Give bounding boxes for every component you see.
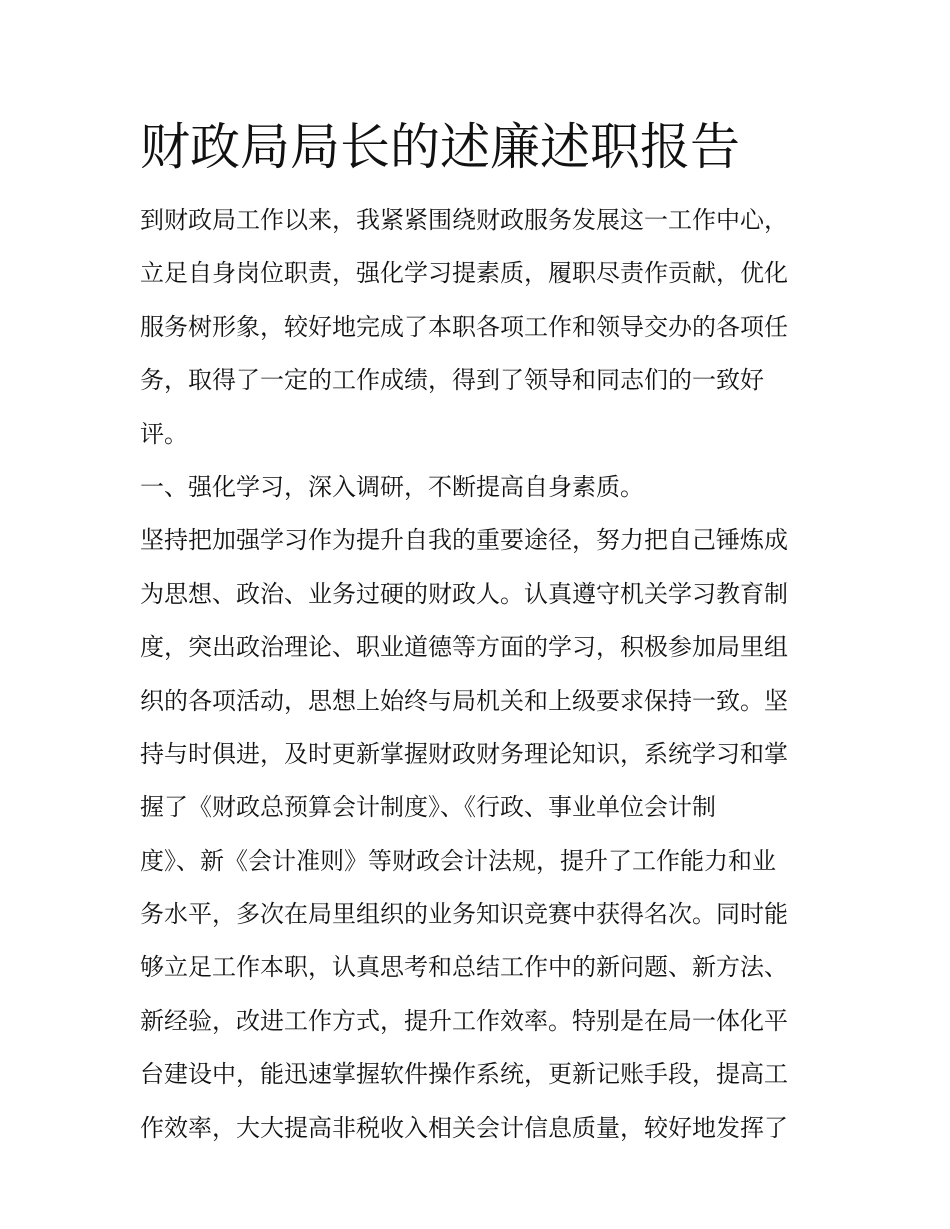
body-line: 持与时俱进，及时更新掌握财政财务理论知识，系统学习和掌 (140, 739, 788, 768)
body-line: 新经验，改进工作方式，提升工作效率。特别是在局一体化平 (140, 1006, 788, 1035)
body-line: 务，取得了一定的工作成绩，得到了领导和同志们的一致好 (140, 366, 764, 395)
body-line: 握了《财政总预算会计制度》、《行政、事业单位会计制 (140, 793, 716, 822)
body-line: 度》、新《会计准则》等财政会计法规，提升了工作能力和业 (140, 846, 776, 875)
body-line: 为思想、政治、业务过硬的财政人。认真遵守机关学习教育制 (140, 579, 788, 608)
document-body (140, 194, 820, 1155)
body-line: 织的各项活动，思想上始终与局机关和上级要求保持一致。坚 (140, 686, 788, 715)
body-line: 务水平，多次在局里组织的业务知识竞赛中获得名次。同时能 (140, 900, 788, 929)
body-line: 作效率，大大提高非税收入相关会计信息质量，较好地发挥了 (140, 1113, 788, 1142)
section-heading: 一、强化学习，深入调研，不断提高自身素质。 (140, 472, 644, 501)
body-line: 够立足工作本职，认真思考和总结工作中的新问题、新方法、 (140, 953, 788, 982)
body-line: 评。 (140, 419, 188, 448)
document-title: 财政局局长的述廉述职报告 (140, 118, 740, 176)
body-line: 立足自身岗位职责，强化学习提素质，履职尽责作贡献，优化 (140, 259, 788, 288)
body-line: 到财政局工作以来，我紧紧围绕财政服务发展这一工作中心， (140, 206, 788, 234)
body-line: 坚持把加强学习作为提升自我的重要途径，努力把自己锤炼成 (140, 526, 788, 555)
body-line: 台建设中，能迅速掌握软件操作系统，更新记账手段，提高工 (140, 1060, 788, 1089)
body-line: 服务树形象，较好地完成了本职各项工作和领导交办的各项任 (140, 312, 788, 341)
body-line: 度，突出政治理论、职业道德等方面的学习，积极参加局里组 (140, 633, 788, 662)
